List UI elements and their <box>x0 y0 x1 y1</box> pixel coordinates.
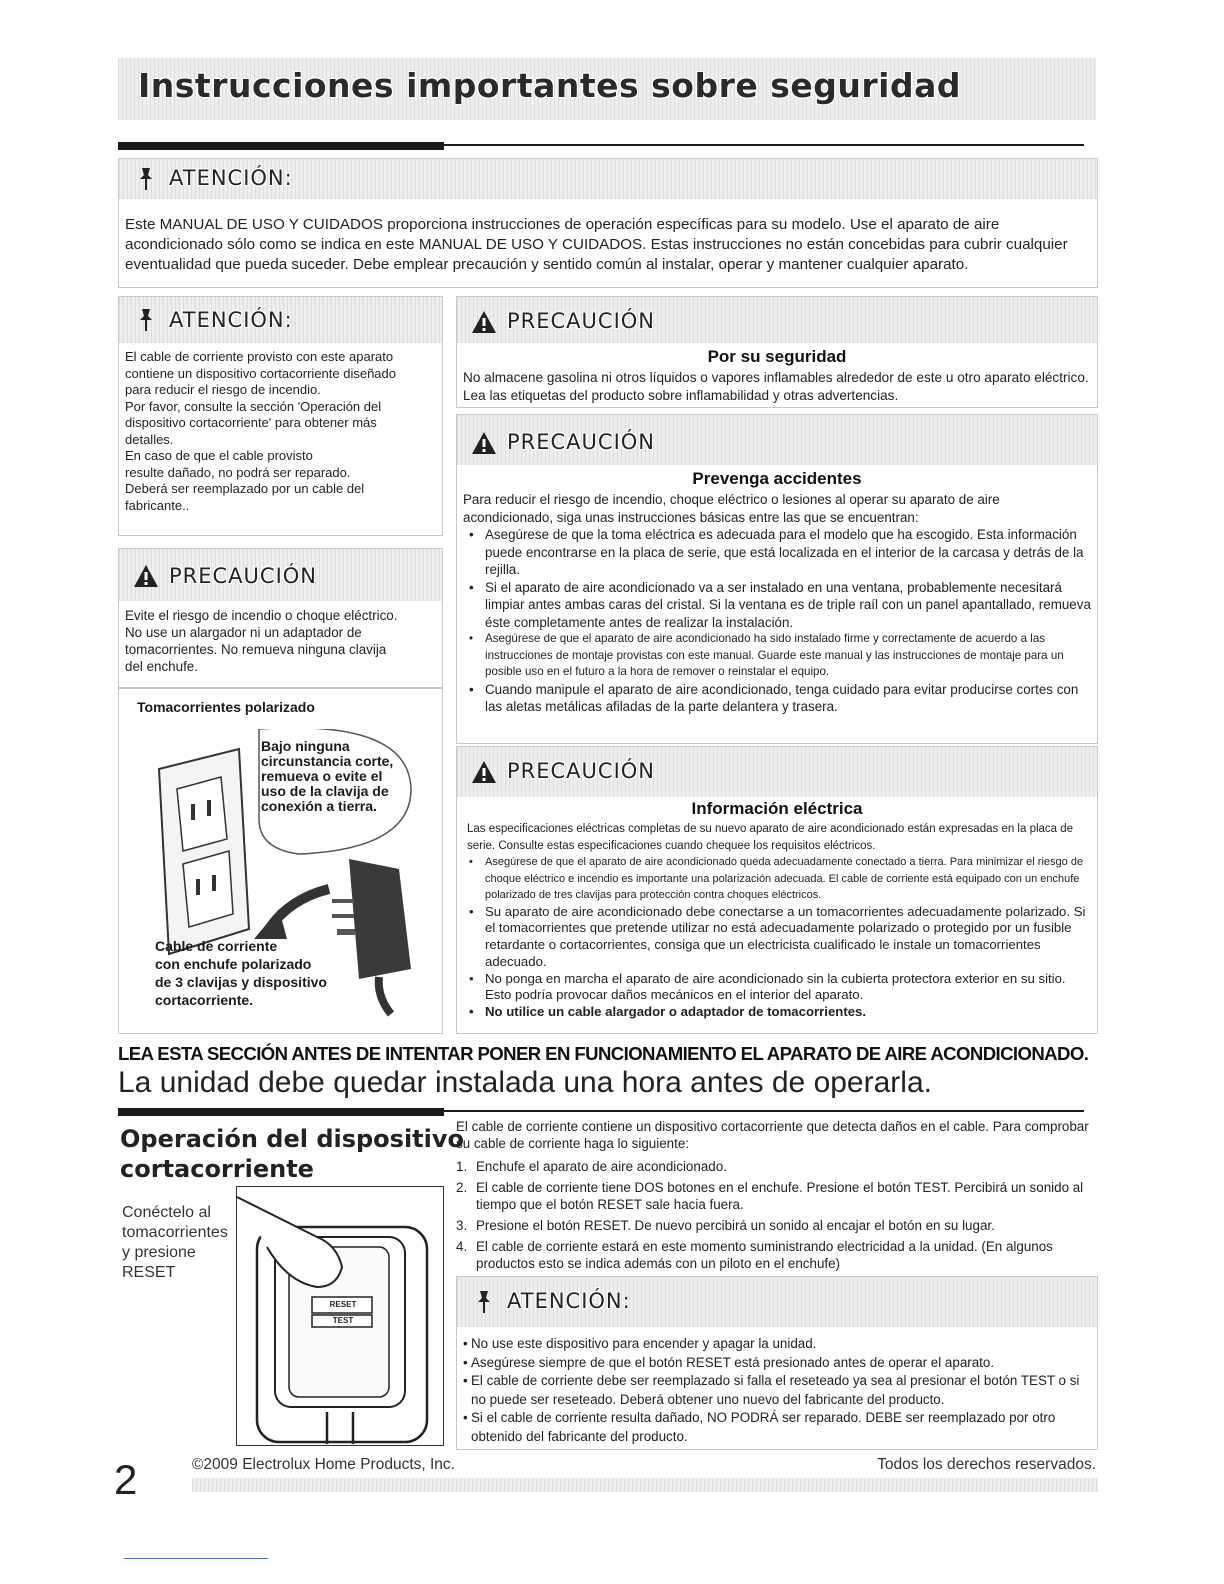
list-item: • Cuando manipule el aparato de aire acondicionado, tenga cuidado para evitar producirse cortes con las aletas metálicas afiladas de la parte delantera y trasera. <box>463 681 1091 716</box>
outlet-callout-line: Bajo ninguna <box>261 738 350 754</box>
atencion-cord-line: El cable de corriente provisto con este aparato <box>125 349 394 364</box>
atencion-bottom-label: ATENCIÓN: <box>507 1289 631 1313</box>
list-item <box>456 1217 1096 1234</box>
atencion-general-header <box>119 159 1097 199</box>
precaucion-electrica-label: PRECAUCIÓN <box>507 759 656 783</box>
list-item <box>456 1179 1096 1213</box>
precaucion-electrica-intro: Las especificaciones eléctricas completas de su nuevo aparato de aire acondicionado están expresadas en la placa de serie. Consulte estas especificaciones cuando chequee los requisitos eléctricos. <box>467 823 1074 852</box>
atencion-cord-line: En caso de que el cable provisto <box>125 448 313 463</box>
atencion-cord-text <box>119 343 442 514</box>
warning-triangle-icon <box>471 759 497 785</box>
precaucion-electrica-subtitle: Información eléctrica <box>691 799 863 818</box>
precaucion-seguridad-text: No almacene gasolina ni otros líquidos o vapores inflamables alrededor de este u otro aparato eléctrico. Lea las etiquetas del producto sobre inflamabilidad y otras advertencias. <box>463 370 1089 403</box>
pushpin-icon <box>133 307 159 333</box>
atencion-cord-line: contiene un dispositivo cortacorriente diseñado <box>125 365 397 381</box>
list-item: • Asegúrese siempre de que el botón RESET está presionado antes de operar el aparato. <box>457 1354 1091 1373</box>
reset-caption-line: y presione <box>122 1244 196 1261</box>
title-rule-thick <box>118 142 444 150</box>
list-item: • Si el cable de corriente resulta dañado, NO PODRÁ ser reparado. DEBE ser reemplazado por otro obtenido del fabricante del producto. <box>457 1409 1091 1446</box>
atencion-cord-label: ATENCIÓN: <box>169 308 293 332</box>
footer-band <box>192 1478 1098 1492</box>
step-text: Enchufe el aparato de aire acondicionado. <box>476 1159 727 1174</box>
precaucion-accidentes-subtitle: Prevenga accidentes <box>692 469 862 488</box>
atencion-general-label: ATENCIÓN: <box>169 166 293 190</box>
atencion-cord-box <box>118 296 443 536</box>
wall-outlet-icon <box>159 749 249 954</box>
step-number: 1. <box>456 1159 468 1174</box>
step-text: El cable de corriente tiene DOS botones en el enchufe. Presione el botón TEST. Percibirá un sonido al tiempo que el botón RESET sale hacia fuera. <box>476 1180 1084 1212</box>
bottom-link-line <box>124 1558 268 1559</box>
precaucion-plug-text <box>119 601 442 675</box>
atencion-general-box <box>118 158 1098 288</box>
test-button: TEST <box>332 1316 354 1325</box>
reset-caption-line: Conéctelo al <box>122 1204 211 1221</box>
atencion-bottom-header <box>457 1277 1097 1327</box>
reset-caption-line: tomacorrientes <box>122 1224 228 1241</box>
list-item: • No utilice un cable alargador o adaptador de tomacorrientes. <box>463 1004 1091 1021</box>
step-text: El cable de corriente estará en este momento suministrando electricidad a la unidad. (En algunos productos esto se indica además con un piloto en el enchufe) <box>476 1239 1053 1271</box>
list-item <box>456 1158 1096 1175</box>
list-item: • Asegúrese de que el aparato de aire acondicionado queda adecuadamente conectado a tierra. Para minimizar el riesgo de choque eléctrico e incendio es importante una polarización adecuada. El cable de corriente está equipado con un enchufe polarizado de tres clavijas para protección contra choques eléctricos. <box>463 854 1091 904</box>
outlet-figure-title: Tomacorrientes polarizado <box>137 699 315 715</box>
precaucion-plug-box <box>118 548 443 688</box>
atencion-cord-line: para reducir el riesgo de incendio. <box>125 382 321 397</box>
reset-figure-caption <box>122 1203 228 1283</box>
atencion-cord-line: Deberá ser reemplazado por un cable del <box>125 481 365 496</box>
atencion-cord-line: dispositivo cortacorriente' para obtener más <box>125 415 377 430</box>
reset-figure-frame <box>236 1186 444 1446</box>
section-rule-thin <box>444 1110 1084 1112</box>
atencion-cord-header <box>119 297 442 343</box>
cord-caption-line: cortacorriente. <box>155 992 254 1008</box>
list-item: • El cable de corriente debe ser reemplazado si falla el reseteado ya sea al presionar el botón TEST o si no puede ser reseteado. Deberá obtener uno nuevo del fabricante del producto. <box>457 1372 1091 1409</box>
cord-caption-line: Cable de corriente <box>155 938 278 954</box>
precaucion-plug-header <box>119 549 442 601</box>
precaucion-seguridad-header <box>457 297 1097 343</box>
operacion-steps <box>456 1158 1096 1272</box>
section-rule-thick <box>118 1108 444 1116</box>
reset-caption-line: RESET <box>122 1264 176 1281</box>
atencion-cord-line: detalles. <box>125 431 174 447</box>
operacion-intro: El cable de corriente contiene un dispositivo cortacorriente que detecta daños en el cable. Para comprobar su cable de corriente haga lo siguiente: <box>456 1119 1089 1151</box>
operacion-heading-line: cortacorriente <box>120 1155 314 1183</box>
precaucion-plug-line: No use un alargador ni un adaptador de <box>125 625 362 640</box>
footer-copyright: ©2009 Electrolux Home Products, Inc. <box>192 1456 455 1473</box>
step-text: Presione el botón RESET. De nuevo percibirá un sonido al encajar el botón en su lugar. <box>476 1218 995 1233</box>
step-number: 2. <box>456 1180 468 1195</box>
cord-caption-line: de 3 clavijas y dispositivo <box>155 974 327 990</box>
operacion-heading-line: Operación del dispositivo <box>120 1125 465 1153</box>
cord-caption-line: con enchufe polarizado <box>155 956 312 972</box>
polarized-plug-icon <box>332 859 411 1014</box>
list-item: • Asegúrese de que el aparato de aire acondicionado ha sido instalado firme y correctamente de acuerdo a las instrucciones de montaje provistas con este manual. Guarde este manual y las instrucciones de montaje para un posible uso en el futuro a la hora de remover o reinstalar el equipo. <box>463 631 1091 681</box>
operacion-heading <box>120 1124 464 1184</box>
step-number: 4. <box>456 1239 468 1254</box>
outlet-callout-line: conexión a tierra. <box>261 798 377 814</box>
precaucion-electrica-box <box>456 746 1098 1034</box>
outlet-callout-line: uso de la clavija de <box>261 783 389 799</box>
precaucion-electrica-header <box>457 747 1097 797</box>
atencion-cord-line: Por favor, consulte la sección 'Operación del <box>125 398 382 414</box>
precaucion-accidentes-header <box>457 415 1097 465</box>
atencion-cord-line: resulte dañado, no podrá ser reparado. <box>125 464 351 480</box>
reset-button: RESET <box>329 1300 357 1309</box>
warning-triangle-icon <box>133 563 159 589</box>
list-item <box>456 1238 1096 1272</box>
step-number: 3. <box>456 1218 468 1233</box>
atencion-cord-line: fabricante.. <box>125 497 190 513</box>
precaucion-plug-label: PRECAUCIÓN <box>169 564 318 588</box>
list-item: • No ponga en marcha el aparato de aire acondicionado sin la cubierta protectora exterior en su sitio. Esto podría provocar daños mecánicos en el interior del aparato. <box>463 971 1091 1005</box>
atencion-bottom-list <box>457 1327 1097 1446</box>
precaucion-plug-line: del enchufe. <box>125 659 198 674</box>
outlet-callout-line: remueva o evite el <box>261 768 383 784</box>
warning-triangle-icon <box>471 309 497 335</box>
title-rule-thin <box>444 144 1084 146</box>
precaucion-plug-line: tomacorrientes. No remueva ninguna clavija <box>125 642 387 657</box>
precaucion-accidentes-intro: Para reducir el riesgo de incendio, choque eléctrico o lesiones al operar su aparato de aire acondicionado, siga unas instrucciones básicas entre las que se encuentran: <box>463 492 1000 525</box>
precaucion-seguridad-box <box>456 296 1098 408</box>
page-title: Instrucciones importantes sobre seguridad <box>138 66 961 105</box>
precaucion-seguridad-subtitle: Por su seguridad <box>707 347 847 366</box>
list-item: • Su aparato de aire acondicionado debe conectarse a un tomacorrientes adecuadamente polarizado. Si el tomacorrientes que pretende utilizar no está adecuadamente polarizado o protegido por un fusible retardante o cortacorrientes, consiga que un electricista cualificado le instale un tomacorrientes adecuado. <box>463 904 1091 971</box>
title-banner <box>118 58 1096 120</box>
precaucion-accidentes-box <box>456 414 1098 744</box>
precaucion-electrica-list <box>457 854 1097 1021</box>
precaucion-accidentes-list <box>457 526 1097 716</box>
list-item: • No use este dispositivo para encender y apagar la unidad. <box>457 1335 1091 1354</box>
precaucion-accidentes-label: PRECAUCIÓN <box>507 430 656 454</box>
cord-caption <box>155 937 327 1009</box>
outlet-callout-line: circunstancia corte, <box>261 753 394 769</box>
list-item: • Asegúrese de que la toma eléctrica es adecuada para el modelo que ha escogido. Esta información puede encontrarse en la placa de serie, que está localizada en el interior de la carcasa y detrás de la rejilla. <box>463 526 1091 579</box>
warning-triangle-icon <box>471 430 497 456</box>
precaucion-plug-line: Evite el riesgo de incendio o choque eléctrico. <box>125 608 398 623</box>
page-number: 2 <box>114 1456 138 1503</box>
precaucion-seguridad-label: PRECAUCIÓN <box>507 309 656 333</box>
outlet-callout <box>261 739 393 814</box>
atencion-bottom-box <box>456 1276 1098 1450</box>
pushpin-icon <box>471 1289 497 1315</box>
notice-large: La unidad debe quedar instalada una hora antes de operarla. <box>118 1066 932 1099</box>
notice-bold: LEA ESTA SECCIÓN ANTES DE INTENTAR PONER EN FUNCIONAMIENTO EL APARATO DE AIRE ACONDICIONADO. <box>118 1043 1089 1064</box>
footer-rights: Todos los derechos reservados. <box>877 1456 1096 1473</box>
list-item: • Si el aparato de aire acondicionado va a ser instalado en una ventana, probablemente necesitará limpiar antes ambas caras del cristal. Si la ventana es de triple raíl con un panel apantallado, remueva éste completamente antes de realizar la instalación. <box>463 579 1091 632</box>
outlet-figure-box <box>118 688 443 1034</box>
pushpin-icon <box>133 166 159 192</box>
atencion-general-text: Este MANUAL DE USO Y CUIDADOS proporciona instrucciones de operación específicas para su modelo. Use el aparato de aire acondicionado sólo como se indica en este MANUAL DE USO Y CUIDADOS. Estas instrucciones no están concebidas para cubrir cualquier eventualidad que pueda suceder. Debe emplear precaución y sentido común al instalar, operar y mantener cualquier aparato. <box>125 216 1068 273</box>
